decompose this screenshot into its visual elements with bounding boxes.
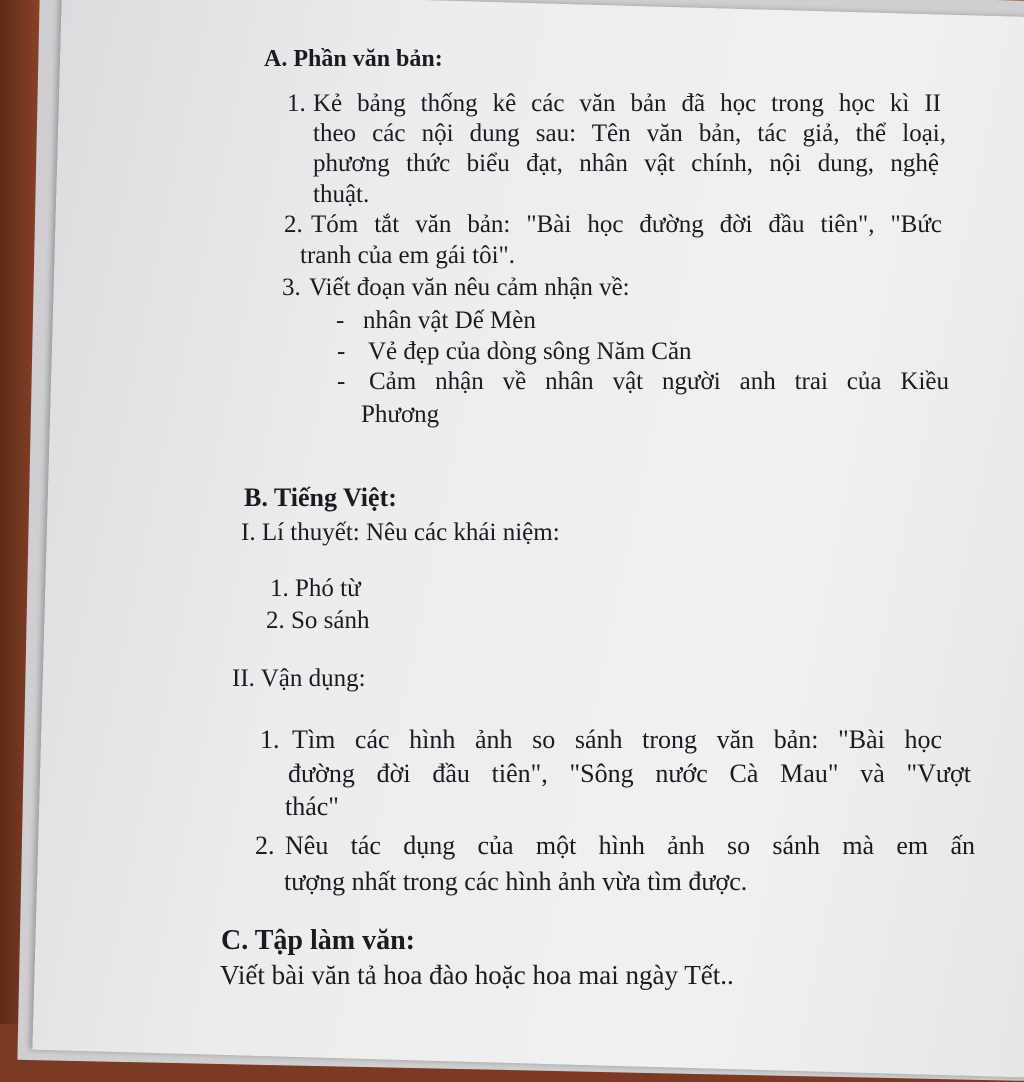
bullet3-mark: - [337, 368, 346, 395]
theory-title: I. Lí thuyết: Nêu các khái niệm: [241, 519, 560, 546]
item2-line1: Tóm tắt văn bản: "Bài học đường đời đầu tiên", "Bức [311, 211, 942, 238]
apply1-number: 1. [260, 725, 280, 754]
item1-line2: theo các nội dung sau: Tên văn bản, tác giả, thể loại, [313, 120, 946, 147]
section-a-heading: A. Phần văn bản: [264, 46, 443, 72]
apply2-line2: tượng nhất trong các hình ảnh vừa tìm được. [284, 867, 748, 896]
bullet1-mark: - [336, 307, 345, 334]
bullet3-line2: Phương [361, 401, 440, 428]
apply1-line3: thác" [285, 792, 339, 821]
item2-number: 2. [284, 211, 303, 238]
apply1-line1: Tìm các hình ảnh so sánh trong văn bản: "Bài học [292, 725, 942, 754]
item1-number: 1. [287, 90, 306, 117]
item3-line1: Viết đoạn văn nêu cảm nhận về: [309, 274, 630, 301]
apply-title: II. Vận dụng: [232, 665, 366, 692]
bullet2-text: Vẻ đẹp của dòng sông Năm Căn [368, 338, 692, 365]
section-c-heading: C. Tập làm văn: [221, 925, 415, 956]
item2-line2: tranh của em gái tôi". [300, 242, 515, 269]
theory-item2: 2. So sánh [266, 607, 370, 634]
apply2-number: 2. [255, 831, 275, 860]
apply2-line1: Nêu tác dụng của một hình ảnh so sánh mà em ấn [285, 831, 975, 860]
item1-line3: phương thức biểu đạt, nhân vật chính, nội dung, nghệ [313, 150, 939, 177]
bullet1-text: nhân vật Dế Mèn [363, 307, 536, 334]
section-b-heading: B. Tiếng Việt: [244, 483, 397, 512]
bullet3-line1: Cảm nhận về nhân vật người anh trai của Kiều [369, 368, 949, 395]
item1-line1: Kẻ bảng thống kê các văn bản đã học trong học kì II [313, 90, 941, 117]
item1-line4: thuật. [313, 181, 370, 208]
theory-item1: 1. Phó từ [270, 575, 361, 602]
apply1-line2: đường đời đầu tiên", "Sông nước Cà Mau" và "Vượt [288, 759, 971, 788]
item3-number: 3. [282, 274, 301, 301]
bullet2-mark: - [337, 338, 346, 365]
section-c-task: Viết bài văn tả hoa đào hoặc hoa mai ngày Tết.. [220, 960, 734, 990]
